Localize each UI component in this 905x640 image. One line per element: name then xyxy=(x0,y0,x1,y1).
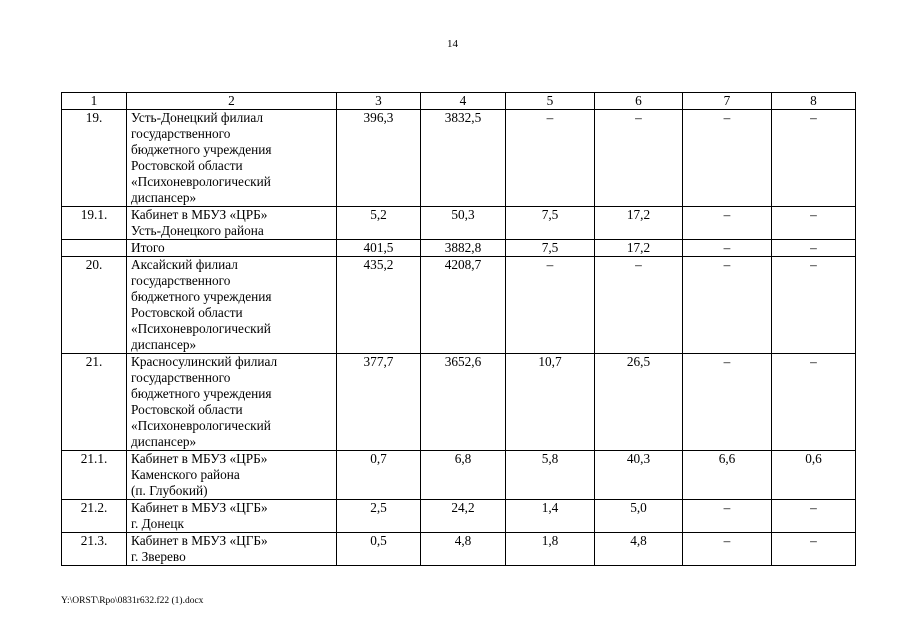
value-cell-c8: – xyxy=(772,533,856,566)
value-cell-c4: 6,8 xyxy=(421,451,506,500)
name-line: Кабинет в МБУЗ «ЦРБ» xyxy=(131,207,268,222)
name-line: Аксайский филиал xyxy=(131,257,238,272)
value-cell-c3: 5,2 xyxy=(337,207,421,240)
value-cell-c6: 26,5 xyxy=(595,354,683,451)
value-cell-c6: – xyxy=(595,257,683,354)
value-cell-c5: – xyxy=(506,110,595,207)
table-row xyxy=(62,257,856,354)
name-line: государственного xyxy=(131,273,231,288)
name-line: «Психоневрологический xyxy=(131,418,271,433)
table-row xyxy=(62,354,856,451)
name-line: «Психоневрологический xyxy=(131,321,271,336)
value-cell-c3: 401,5 xyxy=(337,240,421,257)
table-row xyxy=(62,451,856,500)
header-cell: 4 xyxy=(421,93,506,110)
institution-name-cell xyxy=(127,533,337,566)
value-cell-c7: 6,6 xyxy=(683,451,772,500)
institution-name-cell xyxy=(127,451,337,500)
value-cell-c4: 3652,6 xyxy=(421,354,506,451)
header-row xyxy=(62,93,856,110)
name-line: Ростовской области xyxy=(131,402,243,417)
row-number-cell: 19.1. xyxy=(62,207,127,240)
name-line: Усть-Донецкого района xyxy=(131,223,264,238)
value-cell-c6: 5,0 xyxy=(595,500,683,533)
value-cell-c6: 17,2 xyxy=(595,240,683,257)
value-cell-c7: – xyxy=(683,240,772,257)
data-table xyxy=(61,92,856,566)
row-number-cell: 21.3. xyxy=(62,533,127,566)
value-cell-c5: – xyxy=(506,257,595,354)
value-cell-c4: 4,8 xyxy=(421,533,506,566)
name-line: Итого xyxy=(131,240,165,255)
value-cell-c6: 4,8 xyxy=(595,533,683,566)
table-row xyxy=(62,500,856,533)
header-cell: 3 xyxy=(337,93,421,110)
row-number-cell: 21. xyxy=(62,354,127,451)
institution-name-cell xyxy=(127,354,337,451)
row-number-cell: 19. xyxy=(62,110,127,207)
name-line: бюджетного учреждения xyxy=(131,289,272,304)
name-line: Кабинет в МБУЗ «ЦГБ» xyxy=(131,533,268,548)
name-line: Красносулинский филиал xyxy=(131,354,278,369)
name-line: Ростовской области xyxy=(131,158,243,173)
name-line: Каменского района xyxy=(131,467,240,482)
row-number-cell: 21.2. xyxy=(62,500,127,533)
name-line: г. Зверево xyxy=(131,549,186,564)
value-cell-c4: 3832,5 xyxy=(421,110,506,207)
value-cell-c3: 0,5 xyxy=(337,533,421,566)
name-line: государственного xyxy=(131,370,231,385)
institution-name-cell xyxy=(127,240,337,257)
institution-name-cell xyxy=(127,257,337,354)
footer-file-path: Y:\ORST\Rpo\0831r632.f22 (1).docx xyxy=(61,596,204,606)
name-line: «Психоневрологический xyxy=(131,174,271,189)
value-cell-c8: – xyxy=(772,207,856,240)
value-cell-c3: 396,3 xyxy=(337,110,421,207)
value-cell-c8: – xyxy=(772,354,856,451)
value-cell-c7: – xyxy=(683,354,772,451)
value-cell-c5: 1,4 xyxy=(506,500,595,533)
value-cell-c8: – xyxy=(772,240,856,257)
name-line: диспансер» xyxy=(131,337,197,352)
value-cell-c6: 17,2 xyxy=(595,207,683,240)
value-cell-c3: 0,7 xyxy=(337,451,421,500)
name-line: диспансер» xyxy=(131,434,197,449)
name-line: Кабинет в МБУЗ «ЦГБ» xyxy=(131,500,268,515)
name-line: Ростовской области xyxy=(131,305,243,320)
value-cell-c6: 40,3 xyxy=(595,451,683,500)
header-cell: 8 xyxy=(772,93,856,110)
value-cell-c4: 50,3 xyxy=(421,207,506,240)
value-cell-c3: 435,2 xyxy=(337,257,421,354)
value-cell-c4: 4208,7 xyxy=(421,257,506,354)
institution-name-cell xyxy=(127,110,337,207)
table-row xyxy=(62,240,856,257)
header-cell: 2 xyxy=(127,93,337,110)
header-cell: 5 xyxy=(506,93,595,110)
value-cell-c5: 10,7 xyxy=(506,354,595,451)
name-line: бюджетного учреждения xyxy=(131,142,272,157)
table-row xyxy=(62,207,856,240)
value-cell-c7: – xyxy=(683,257,772,354)
value-cell-c8: – xyxy=(772,110,856,207)
value-cell-c5: 7,5 xyxy=(506,207,595,240)
value-cell-c4: 24,2 xyxy=(421,500,506,533)
page-number: 14 xyxy=(447,38,458,50)
value-cell-c7: – xyxy=(683,110,772,207)
value-cell-c8: – xyxy=(772,500,856,533)
institution-name-cell xyxy=(127,207,337,240)
value-cell-c7: – xyxy=(683,207,772,240)
table-row xyxy=(62,533,856,566)
value-cell-c7: – xyxy=(683,500,772,533)
name-line: бюджетного учреждения xyxy=(131,386,272,401)
header-cell: 1 xyxy=(62,93,127,110)
table-body xyxy=(62,110,856,566)
row-number-cell: 20. xyxy=(62,257,127,354)
row-number-cell xyxy=(62,240,127,257)
value-cell-c3: 2,5 xyxy=(337,500,421,533)
value-cell-c8: 0,6 xyxy=(772,451,856,500)
header-cell: 7 xyxy=(683,93,772,110)
value-cell-c6: – xyxy=(595,110,683,207)
value-cell-c8: – xyxy=(772,257,856,354)
row-number-cell: 21.1. xyxy=(62,451,127,500)
name-line: Кабинет в МБУЗ «ЦРБ» xyxy=(131,451,268,466)
value-cell-c3: 377,7 xyxy=(337,354,421,451)
header-cell: 6 xyxy=(595,93,683,110)
institution-name-cell xyxy=(127,500,337,533)
table-row xyxy=(62,110,856,207)
value-cell-c4: 3882,8 xyxy=(421,240,506,257)
name-line: государственного xyxy=(131,126,231,141)
value-cell-c5: 7,5 xyxy=(506,240,595,257)
value-cell-c5: 5,8 xyxy=(506,451,595,500)
name-line: г. Донецк xyxy=(131,516,184,531)
name-line: диспансер» xyxy=(131,190,197,205)
name-line: (п. Глубокий) xyxy=(131,483,208,498)
name-line: Усть-Донецкий филиал xyxy=(131,110,264,125)
value-cell-c5: 1,8 xyxy=(506,533,595,566)
value-cell-c7: – xyxy=(683,533,772,566)
